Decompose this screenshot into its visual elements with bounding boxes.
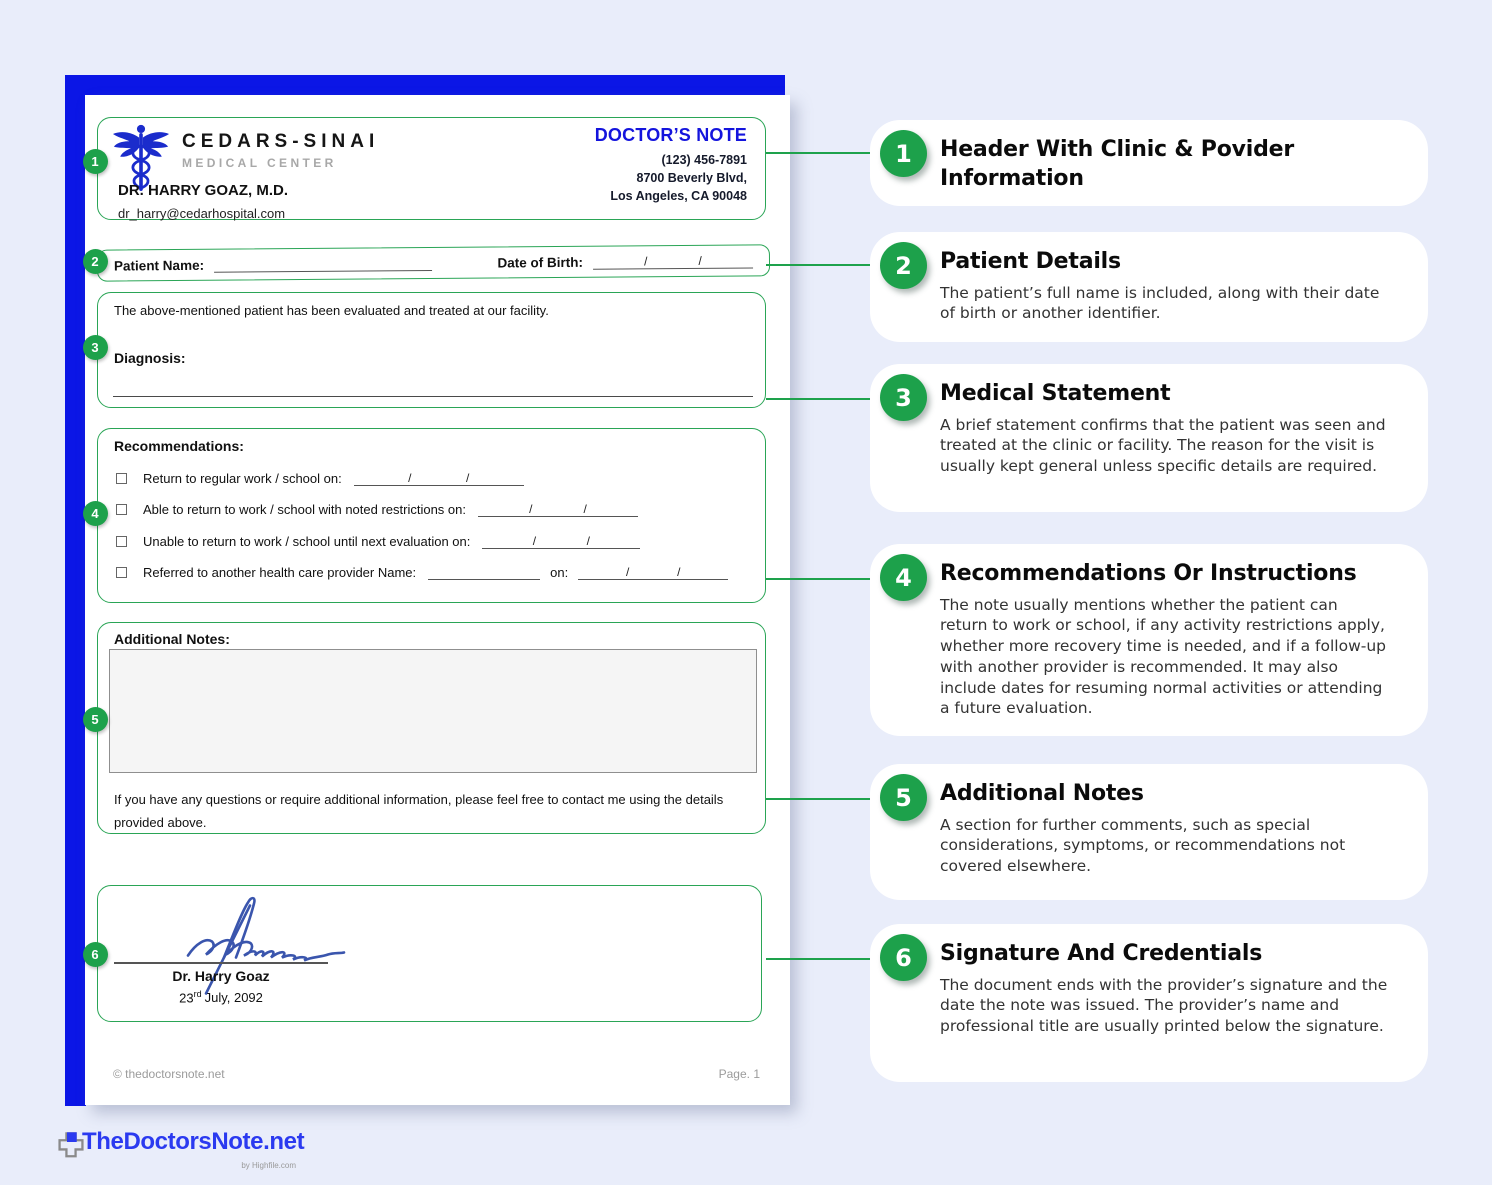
- date-slash: /: [698, 253, 702, 268]
- additional-notes-label: Additional Notes:: [114, 631, 230, 647]
- section-patient-details: [97, 244, 770, 281]
- recommendation-option-row: [114, 502, 749, 517]
- annotation-number-6: 6: [880, 934, 927, 981]
- note-title: DOCTOR’S NOTE: [594, 125, 747, 145]
- date-slash: /: [465, 470, 470, 485]
- patient-name-field[interactable]: [214, 256, 432, 273]
- doc-badge-4: 4: [83, 501, 108, 526]
- option-label: Return to regular work / school on:: [143, 470, 342, 486]
- annotation-description: The document ends with the provider’s signature and the date the note was issued. The provider’s name and professional title are usually printed below the signature.: [940, 975, 1388, 1036]
- date-slash: /: [529, 502, 533, 516]
- signature-date-day: 23: [179, 990, 194, 1006]
- dob-field[interactable]: [593, 253, 753, 269]
- date-slash: /: [532, 533, 537, 548]
- annotation-card-signature: [870, 924, 1428, 1082]
- clinic-wordmark: [182, 131, 379, 170]
- annotation-number-1: 1: [880, 130, 927, 177]
- clinic-subtitle: MEDICAL CENTER: [182, 156, 337, 170]
- referral-date-field[interactable]: [578, 565, 728, 580]
- annotation-card-header: [870, 120, 1428, 206]
- annotation-description: A section for further comments, such as special considerations, symptoms, or recommendations not covered elsewhere.: [940, 815, 1346, 876]
- signatory-name: Dr. Harry Goaz: [172, 968, 270, 984]
- annotation-description: The note usually mentions whether the patient can return to work or school, if any activity restrictions apply, whether more recovery time is needed, and if a follow-up with another provider is recommended. It may also include dates for resuming normal activities or attending a future evaluation.: [940, 595, 1386, 718]
- dob-label: Date of Birth:: [497, 254, 584, 270]
- patient-name-label: Patient Name:: [113, 257, 205, 274]
- date-slash: /: [408, 470, 412, 485]
- on-label: on:: [550, 565, 569, 580]
- restricted-return-date-field[interactable]: [478, 502, 638, 517]
- additional-notes-field[interactable]: [109, 649, 757, 773]
- statement-text: The above-mentioned patient has been evaluated and treated at our facility.: [114, 303, 549, 318]
- doc-badge-1: 1: [83, 149, 108, 174]
- annotation-title: Medical Statement: [940, 381, 1171, 406]
- annotation-description: The patient’s full name is included, along with their date of birth or another identifier.: [940, 283, 1380, 323]
- provider-name-field[interactable]: [428, 565, 540, 580]
- section-recommendations: [97, 428, 766, 603]
- doc-badge-6: 6: [83, 942, 108, 967]
- doc-badge-2: 2: [83, 249, 108, 274]
- diagnosis-label: Diagnosis:: [114, 350, 186, 366]
- annotation-card-patient-details: [870, 232, 1428, 342]
- date-slash: /: [583, 502, 587, 516]
- site-name-text: TheDoctorsNote: [82, 1128, 264, 1155]
- contact-note-text: If you have any questions or require additional information, please feel free to contact me using the details provided above.: [114, 792, 724, 831]
- diagnosis-field[interactable]: [113, 396, 753, 397]
- signature-date: [114, 989, 328, 1005]
- provider-email: dr_harry@cedarhospital.com: [118, 206, 286, 221]
- recommendation-option-row: [114, 534, 749, 549]
- doc-badge-5: 5: [83, 707, 108, 732]
- option-label: Unable to return to work / school until next evaluation on:: [143, 533, 471, 549]
- site-name: [82, 1128, 304, 1156]
- checkbox[interactable]: [116, 504, 127, 515]
- doctors-note-page: [85, 95, 790, 1105]
- section-signature: [97, 885, 762, 1022]
- clinic-name: CEDARS-SINAI: [182, 131, 380, 152]
- clinic-contact: [595, 151, 747, 205]
- section-clinic-header: [97, 117, 766, 220]
- page-footer: [113, 1067, 760, 1081]
- section-additional-notes: [97, 622, 766, 834]
- annotation-number-2: 2: [880, 242, 927, 289]
- annotation-title: Patient Details: [940, 249, 1121, 274]
- annotation-number-4: 4: [880, 554, 927, 601]
- blue-accent-bar-top: [65, 75, 785, 96]
- return-date-field[interactable]: [354, 471, 524, 486]
- recommendation-option-row: [114, 565, 749, 580]
- provider-name: DR. HARRY GOAZ, M.D.: [118, 182, 289, 199]
- date-slash: /: [586, 533, 590, 548]
- checkbox[interactable]: [116, 536, 127, 547]
- checkbox[interactable]: [116, 567, 127, 578]
- recommendation-option-row: [114, 471, 749, 486]
- option-label: Referred to another health care provider Name:: [143, 565, 417, 580]
- annotation-title: Header With Clinic & Povider Information: [940, 137, 1295, 191]
- next-evaluation-date-field[interactable]: [482, 534, 640, 549]
- section-medical-statement: [97, 292, 766, 408]
- annotation-number-5: 5: [880, 774, 927, 821]
- clinic-city: Los Angeles, CA 90048: [610, 189, 747, 204]
- annotation-card-additional-notes: [870, 764, 1428, 900]
- date-slash: /: [626, 565, 630, 579]
- option-label: Able to return to work / school with noted restrictions on:: [143, 502, 466, 517]
- date-slash: /: [677, 565, 681, 579]
- annotation-description: A brief statement confirms that the patient was seen and treated at the clinic or facility. The reason for the visit is usually kept general unless specific details are required.: [940, 415, 1386, 476]
- date-slash: /: [644, 253, 648, 268]
- annotation-title: Additional Notes: [940, 781, 1144, 806]
- site-byline: by Highfile.com: [241, 1161, 296, 1170]
- doc-badge-3: 3: [83, 335, 108, 360]
- annotation-card-medical-statement: [870, 364, 1428, 512]
- site-logo[interactable]: [56, 1128, 305, 1170]
- clinic-address: 8700 Beverly Blvd,: [636, 171, 747, 186]
- clinic-phone: (123) 456-7891: [661, 153, 747, 167]
- signature-date-rest: July, 2092: [204, 990, 263, 1006]
- annotation-title: Recommendations Or Instructions: [940, 561, 1357, 586]
- signature-line: [114, 962, 328, 964]
- footer-page-number: Page. 1: [718, 1067, 760, 1081]
- annotation-card-recommendations: [870, 544, 1428, 736]
- recommendations-label: Recommendations:: [114, 438, 244, 454]
- signature-date-ordinal: rd: [193, 989, 202, 999]
- annotation-title: Signature And Credentials: [940, 941, 1263, 966]
- checkbox[interactable]: [116, 473, 127, 484]
- site-tld: .net: [263, 1128, 305, 1155]
- annotation-number-3: 3: [880, 374, 927, 421]
- footer-copyright: © thedoctorsnote.net: [113, 1067, 225, 1081]
